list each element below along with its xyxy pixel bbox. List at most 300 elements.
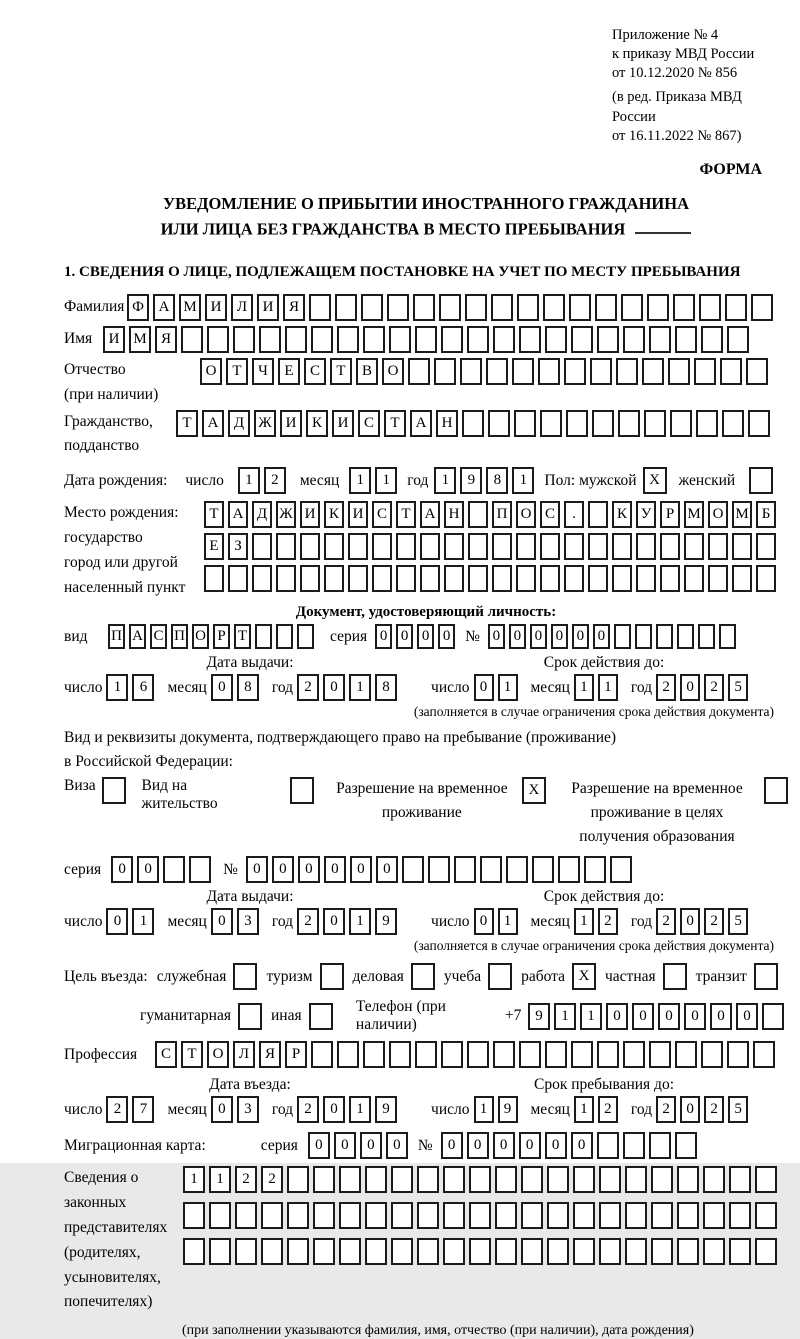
form-cell[interactable] xyxy=(462,410,484,437)
form-cell[interactable] xyxy=(460,358,482,385)
form-cell[interactable] xyxy=(729,1238,751,1265)
form-cell[interactable]: 0 xyxy=(519,1132,541,1159)
form-cell[interactable] xyxy=(625,1202,647,1229)
form-cell[interactable] xyxy=(623,326,645,353)
form-cell[interactable] xyxy=(204,565,224,592)
form-cell[interactable]: 0 xyxy=(680,1096,700,1123)
form-cell[interactable] xyxy=(571,326,593,353)
form-cell[interactable]: 0 xyxy=(474,908,494,935)
form-cell[interactable]: 0 xyxy=(246,856,268,883)
form-cell[interactable]: Т xyxy=(384,410,406,437)
form-cell[interactable]: 1 xyxy=(238,467,260,494)
form-cell[interactable]: К xyxy=(306,410,328,437)
form-cell[interactable]: П xyxy=(492,501,512,528)
form-cell[interactable]: 0 xyxy=(680,674,700,701)
form-cell[interactable]: С xyxy=(304,358,326,385)
form-cell[interactable]: 0 xyxy=(710,1003,732,1030)
temp-residence-checkbox[interactable]: X xyxy=(522,777,546,804)
form-cell[interactable] xyxy=(402,856,424,883)
form-cell[interactable] xyxy=(313,1166,335,1193)
form-cell[interactable]: 0 xyxy=(323,908,345,935)
form-cell[interactable] xyxy=(467,326,489,353)
form-cell[interactable] xyxy=(339,1238,361,1265)
form-cell[interactable]: 0 xyxy=(323,1096,345,1123)
form-cell[interactable] xyxy=(252,533,272,560)
form-cell[interactable] xyxy=(420,565,440,592)
form-cell[interactable] xyxy=(339,1166,361,1193)
form-cell[interactable] xyxy=(725,294,747,321)
form-cell[interactable]: 1 xyxy=(349,467,371,494)
form-cell[interactable]: 5 xyxy=(728,1096,748,1123)
form-cell[interactable]: 0 xyxy=(360,1132,382,1159)
form-cell[interactable] xyxy=(454,856,476,883)
form-cell[interactable]: С xyxy=(372,501,392,528)
form-cell[interactable]: 0 xyxy=(324,856,346,883)
form-cell[interactable] xyxy=(183,1238,205,1265)
form-cell[interactable]: 2 xyxy=(297,674,319,701)
form-cell[interactable] xyxy=(755,1166,777,1193)
form-cell[interactable] xyxy=(363,326,385,353)
form-cell[interactable] xyxy=(636,565,656,592)
form-cell[interactable] xyxy=(313,1238,335,1265)
purpose-tourism-checkbox[interactable] xyxy=(320,963,344,990)
form-cell[interactable]: С xyxy=(155,1041,177,1068)
form-cell[interactable] xyxy=(755,1202,777,1229)
form-cell[interactable] xyxy=(439,294,461,321)
form-cell[interactable] xyxy=(635,624,652,649)
form-cell[interactable]: О xyxy=(516,501,536,528)
form-cell[interactable]: 2 xyxy=(704,674,724,701)
form-cell[interactable]: Т xyxy=(396,501,416,528)
form-cell[interactable] xyxy=(365,1202,387,1229)
form-cell[interactable]: Я xyxy=(155,326,177,353)
form-cell[interactable] xyxy=(516,565,536,592)
form-cell[interactable]: А xyxy=(153,294,175,321)
form-cell[interactable]: 2 xyxy=(264,467,286,494)
form-cell[interactable] xyxy=(311,1041,333,1068)
form-cell[interactable] xyxy=(564,358,586,385)
form-cell[interactable]: Т xyxy=(204,501,224,528)
form-cell[interactable] xyxy=(324,565,344,592)
form-cell[interactable] xyxy=(521,1202,543,1229)
form-cell[interactable] xyxy=(276,624,293,649)
form-cell[interactable]: 2 xyxy=(656,674,676,701)
form-cell[interactable]: Т xyxy=(181,1041,203,1068)
form-cell[interactable] xyxy=(647,294,669,321)
form-cell[interactable]: В xyxy=(356,358,378,385)
form-cell[interactable]: Б xyxy=(756,501,776,528)
form-cell[interactable]: 0 xyxy=(658,1003,680,1030)
form-cell[interactable] xyxy=(297,624,314,649)
form-cell[interactable] xyxy=(417,1202,439,1229)
form-cell[interactable] xyxy=(564,533,584,560)
form-cell[interactable]: А xyxy=(202,410,224,437)
form-cell[interactable]: Е xyxy=(278,358,300,385)
form-cell[interactable] xyxy=(540,410,562,437)
form-cell[interactable] xyxy=(623,1041,645,1068)
form-cell[interactable] xyxy=(698,624,715,649)
form-cell[interactable]: 8 xyxy=(237,674,259,701)
form-cell[interactable] xyxy=(285,326,307,353)
form-cell[interactable] xyxy=(642,358,664,385)
form-cell[interactable] xyxy=(512,358,534,385)
form-cell[interactable]: 0 xyxy=(376,856,398,883)
form-cell[interactable] xyxy=(677,1238,699,1265)
form-cell[interactable]: 0 xyxy=(593,624,610,649)
form-cell[interactable]: 0 xyxy=(334,1132,356,1159)
temp-residence-edu-checkbox[interactable] xyxy=(764,777,788,804)
form-cell[interactable] xyxy=(673,294,695,321)
form-cell[interactable]: 0 xyxy=(530,624,547,649)
form-cell[interactable] xyxy=(443,1166,465,1193)
form-cell[interactable]: Т xyxy=(226,358,248,385)
form-cell[interactable]: 0 xyxy=(680,908,700,935)
form-cell[interactable]: 0 xyxy=(308,1132,330,1159)
form-cell[interactable] xyxy=(521,1238,543,1265)
form-cell[interactable]: 0 xyxy=(493,1132,515,1159)
form-cell[interactable]: 0 xyxy=(441,1132,463,1159)
form-cell[interactable]: 1 xyxy=(209,1166,231,1193)
form-cell[interactable]: К xyxy=(324,501,344,528)
form-cell[interactable]: Н xyxy=(436,410,458,437)
form-cell[interactable]: П xyxy=(171,624,188,649)
form-cell[interactable] xyxy=(444,565,464,592)
form-cell[interactable]: 1 xyxy=(574,674,594,701)
form-cell[interactable] xyxy=(616,358,638,385)
form-cell[interactable]: 1 xyxy=(574,1096,594,1123)
form-cell[interactable] xyxy=(311,326,333,353)
form-cell[interactable]: И xyxy=(332,410,354,437)
form-cell[interactable] xyxy=(566,410,588,437)
form-cell[interactable] xyxy=(543,294,565,321)
form-cell[interactable]: 9 xyxy=(460,467,482,494)
form-cell[interactable]: 0 xyxy=(571,1132,593,1159)
form-cell[interactable] xyxy=(415,326,437,353)
form-cell[interactable] xyxy=(729,1202,751,1229)
form-cell[interactable] xyxy=(656,624,673,649)
form-cell[interactable]: Н xyxy=(444,501,464,528)
purpose-business-checkbox[interactable] xyxy=(411,963,435,990)
form-cell[interactable]: Ж xyxy=(254,410,276,437)
form-cell[interactable] xyxy=(517,294,539,321)
form-cell[interactable]: С xyxy=(358,410,380,437)
form-cell[interactable]: 0 xyxy=(551,624,568,649)
form-cell[interactable] xyxy=(389,1041,411,1068)
form-cell[interactable] xyxy=(547,1202,569,1229)
form-cell[interactable] xyxy=(252,565,272,592)
form-cell[interactable]: А xyxy=(410,410,432,437)
form-cell[interactable]: 0 xyxy=(350,856,372,883)
form-cell[interactable] xyxy=(492,565,512,592)
form-cell[interactable] xyxy=(727,326,749,353)
form-cell[interactable] xyxy=(441,1041,463,1068)
form-cell[interactable] xyxy=(625,1166,647,1193)
form-cell[interactable]: 0 xyxy=(467,1132,489,1159)
form-cell[interactable]: 5 xyxy=(728,674,748,701)
form-cell[interactable]: 2 xyxy=(106,1096,128,1123)
form-cell[interactable]: И xyxy=(205,294,227,321)
form-cell[interactable]: 1 xyxy=(580,1003,602,1030)
form-cell[interactable] xyxy=(276,533,296,560)
form-cell[interactable] xyxy=(588,533,608,560)
form-cell[interactable] xyxy=(495,1202,517,1229)
form-cell[interactable] xyxy=(540,533,560,560)
form-cell[interactable] xyxy=(493,326,515,353)
form-cell[interactable]: Р xyxy=(213,624,230,649)
form-cell[interactable] xyxy=(443,1202,465,1229)
form-cell[interactable] xyxy=(209,1202,231,1229)
form-cell[interactable] xyxy=(762,1003,784,1030)
form-cell[interactable]: И xyxy=(103,326,125,353)
form-cell[interactable] xyxy=(495,1166,517,1193)
form-cell[interactable]: 1 xyxy=(132,908,154,935)
form-cell[interactable] xyxy=(389,326,411,353)
form-cell[interactable]: . xyxy=(564,501,584,528)
form-cell[interactable] xyxy=(396,533,416,560)
form-cell[interactable]: Р xyxy=(285,1041,307,1068)
form-cell[interactable] xyxy=(573,1202,595,1229)
purpose-official-checkbox[interactable] xyxy=(233,963,257,990)
form-cell[interactable] xyxy=(651,1202,673,1229)
form-cell[interactable]: А xyxy=(420,501,440,528)
form-cell[interactable] xyxy=(235,1238,257,1265)
form-cell[interactable] xyxy=(532,856,554,883)
form-cell[interactable] xyxy=(621,294,643,321)
form-cell[interactable]: 0 xyxy=(396,624,413,649)
form-cell[interactable]: 3 xyxy=(237,908,259,935)
form-cell[interactable]: У xyxy=(636,501,656,528)
form-cell[interactable]: Т xyxy=(330,358,352,385)
form-cell[interactable] xyxy=(514,410,536,437)
form-cell[interactable]: 8 xyxy=(375,674,397,701)
form-cell[interactable] xyxy=(708,565,728,592)
form-cell[interactable] xyxy=(339,1202,361,1229)
form-cell[interactable] xyxy=(391,1238,413,1265)
form-cell[interactable] xyxy=(599,1202,621,1229)
form-cell[interactable] xyxy=(660,533,680,560)
form-cell[interactable] xyxy=(753,1041,775,1068)
form-cell[interactable] xyxy=(415,1041,437,1068)
form-cell[interactable] xyxy=(610,856,632,883)
form-cell[interactable] xyxy=(649,326,671,353)
form-cell[interactable]: С xyxy=(540,501,560,528)
form-cell[interactable] xyxy=(468,501,488,528)
form-cell[interactable] xyxy=(677,1202,699,1229)
form-cell[interactable] xyxy=(701,326,723,353)
form-cell[interactable]: 2 xyxy=(598,1096,618,1123)
form-cell[interactable]: 1 xyxy=(554,1003,576,1030)
form-cell[interactable] xyxy=(228,565,248,592)
form-cell[interactable] xyxy=(480,856,502,883)
form-cell[interactable]: 0 xyxy=(736,1003,758,1030)
form-cell[interactable] xyxy=(612,565,632,592)
form-cell[interactable]: 0 xyxy=(323,674,345,701)
form-cell[interactable] xyxy=(540,565,560,592)
form-cell[interactable] xyxy=(756,565,776,592)
form-cell[interactable] xyxy=(592,410,614,437)
form-cell[interactable] xyxy=(597,1132,619,1159)
form-cell[interactable]: 0 xyxy=(298,856,320,883)
form-cell[interactable] xyxy=(181,326,203,353)
form-cell[interactable] xyxy=(469,1202,491,1229)
form-cell[interactable] xyxy=(391,1166,413,1193)
form-cell[interactable]: 2 xyxy=(297,908,319,935)
form-cell[interactable]: О xyxy=(382,358,404,385)
form-cell[interactable]: М xyxy=(732,501,752,528)
form-cell[interactable]: 9 xyxy=(375,908,397,935)
form-cell[interactable]: Л xyxy=(231,294,253,321)
form-cell[interactable] xyxy=(677,1166,699,1193)
form-cell[interactable]: 2 xyxy=(656,1096,676,1123)
form-cell[interactable] xyxy=(365,1166,387,1193)
form-cell[interactable] xyxy=(163,856,185,883)
form-cell[interactable] xyxy=(755,1238,777,1265)
form-cell[interactable]: 0 xyxy=(488,624,505,649)
form-cell[interactable]: З xyxy=(228,533,248,560)
form-cell[interactable] xyxy=(722,410,744,437)
form-cell[interactable] xyxy=(699,294,721,321)
form-cell[interactable] xyxy=(189,856,211,883)
form-cell[interactable]: Д xyxy=(252,501,272,528)
form-cell[interactable]: О xyxy=(200,358,222,385)
form-cell[interactable]: 7 xyxy=(132,1096,154,1123)
form-cell[interactable] xyxy=(584,856,606,883)
form-cell[interactable] xyxy=(441,326,463,353)
form-cell[interactable] xyxy=(701,1041,723,1068)
form-cell[interactable] xyxy=(337,1041,359,1068)
form-cell[interactable] xyxy=(612,533,632,560)
form-cell[interactable]: 0 xyxy=(632,1003,654,1030)
form-cell[interactable] xyxy=(420,533,440,560)
form-cell[interactable] xyxy=(396,565,416,592)
form-cell[interactable]: 8 xyxy=(486,467,508,494)
form-cell[interactable]: 3 xyxy=(237,1096,259,1123)
form-cell[interactable]: К xyxy=(612,501,632,528)
form-cell[interactable] xyxy=(261,1238,283,1265)
form-cell[interactable] xyxy=(468,565,488,592)
purpose-private-checkbox[interactable] xyxy=(663,963,687,990)
form-cell[interactable] xyxy=(309,294,331,321)
form-cell[interactable] xyxy=(255,624,272,649)
form-cell[interactable] xyxy=(444,533,464,560)
form-cell[interactable] xyxy=(588,501,608,528)
form-cell[interactable] xyxy=(732,565,752,592)
form-cell[interactable] xyxy=(644,410,666,437)
form-cell[interactable] xyxy=(677,624,694,649)
form-cell[interactable]: 1 xyxy=(183,1166,205,1193)
form-cell[interactable] xyxy=(588,565,608,592)
form-cell[interactable] xyxy=(573,1238,595,1265)
form-cell[interactable]: 0 xyxy=(375,624,392,649)
form-cell[interactable]: Я xyxy=(259,1041,281,1068)
form-cell[interactable] xyxy=(649,1132,671,1159)
form-cell[interactable] xyxy=(259,326,281,353)
form-cell[interactable] xyxy=(597,326,619,353)
form-cell[interactable] xyxy=(538,358,560,385)
form-cell[interactable] xyxy=(287,1166,309,1193)
form-cell[interactable] xyxy=(751,294,773,321)
form-cell[interactable] xyxy=(434,358,456,385)
form-cell[interactable] xyxy=(547,1166,569,1193)
form-cell[interactable] xyxy=(183,1202,205,1229)
form-cell[interactable] xyxy=(300,565,320,592)
form-cell[interactable]: 1 xyxy=(512,467,534,494)
purpose-work-checkbox[interactable]: X xyxy=(572,963,596,990)
form-cell[interactable]: 0 xyxy=(474,674,494,701)
male-checkbox[interactable]: X xyxy=(643,467,667,494)
form-cell[interactable]: 0 xyxy=(417,624,434,649)
form-cell[interactable]: 0 xyxy=(509,624,526,649)
form-cell[interactable]: 1 xyxy=(498,908,518,935)
form-cell[interactable]: 2 xyxy=(656,908,676,935)
form-cell[interactable] xyxy=(467,1041,489,1068)
form-cell[interactable] xyxy=(636,533,656,560)
form-cell[interactable] xyxy=(387,294,409,321)
form-cell[interactable]: 1 xyxy=(349,1096,371,1123)
form-cell[interactable]: Т xyxy=(234,624,251,649)
form-cell[interactable]: 0 xyxy=(272,856,294,883)
form-cell[interactable] xyxy=(649,1041,671,1068)
form-cell[interactable]: 0 xyxy=(572,624,589,649)
form-cell[interactable] xyxy=(675,1132,697,1159)
form-cell[interactable] xyxy=(569,294,591,321)
form-cell[interactable] xyxy=(348,565,368,592)
form-cell[interactable]: А xyxy=(228,501,248,528)
purpose-humanitarian-checkbox[interactable] xyxy=(238,1003,262,1030)
form-cell[interactable] xyxy=(488,410,510,437)
form-cell[interactable] xyxy=(614,624,631,649)
form-cell[interactable] xyxy=(599,1238,621,1265)
form-cell[interactable]: 0 xyxy=(386,1132,408,1159)
form-cell[interactable] xyxy=(703,1166,725,1193)
form-cell[interactable] xyxy=(465,294,487,321)
form-cell[interactable]: Е xyxy=(204,533,224,560)
form-cell[interactable] xyxy=(719,624,736,649)
form-cell[interactable] xyxy=(521,1166,543,1193)
form-cell[interactable]: 0 xyxy=(211,674,233,701)
form-cell[interactable] xyxy=(428,856,450,883)
form-cell[interactable] xyxy=(417,1166,439,1193)
form-cell[interactable]: И xyxy=(300,501,320,528)
form-cell[interactable]: 1 xyxy=(349,908,371,935)
form-cell[interactable]: 0 xyxy=(111,856,133,883)
form-cell[interactable]: 9 xyxy=(375,1096,397,1123)
female-checkbox[interactable] xyxy=(749,467,773,494)
form-cell[interactable] xyxy=(732,533,752,560)
form-cell[interactable] xyxy=(443,1238,465,1265)
form-cell[interactable] xyxy=(703,1238,725,1265)
form-cell[interactable]: 0 xyxy=(684,1003,706,1030)
form-cell[interactable]: 5 xyxy=(728,908,748,935)
form-cell[interactable] xyxy=(684,533,704,560)
form-cell[interactable]: 0 xyxy=(545,1132,567,1159)
form-cell[interactable]: 0 xyxy=(211,1096,233,1123)
form-cell[interactable]: С xyxy=(150,624,167,649)
form-cell[interactable]: М xyxy=(129,326,151,353)
form-cell[interactable] xyxy=(287,1202,309,1229)
form-cell[interactable] xyxy=(746,358,768,385)
form-cell[interactable]: 9 xyxy=(528,1003,550,1030)
form-cell[interactable]: И xyxy=(257,294,279,321)
form-cell[interactable] xyxy=(516,533,536,560)
form-cell[interactable] xyxy=(547,1238,569,1265)
form-cell[interactable] xyxy=(468,533,488,560)
form-cell[interactable]: Л xyxy=(233,1041,255,1068)
form-cell[interactable] xyxy=(696,410,718,437)
form-cell[interactable] xyxy=(372,533,392,560)
form-cell[interactable]: 2 xyxy=(704,1096,724,1123)
form-cell[interactable] xyxy=(361,294,383,321)
